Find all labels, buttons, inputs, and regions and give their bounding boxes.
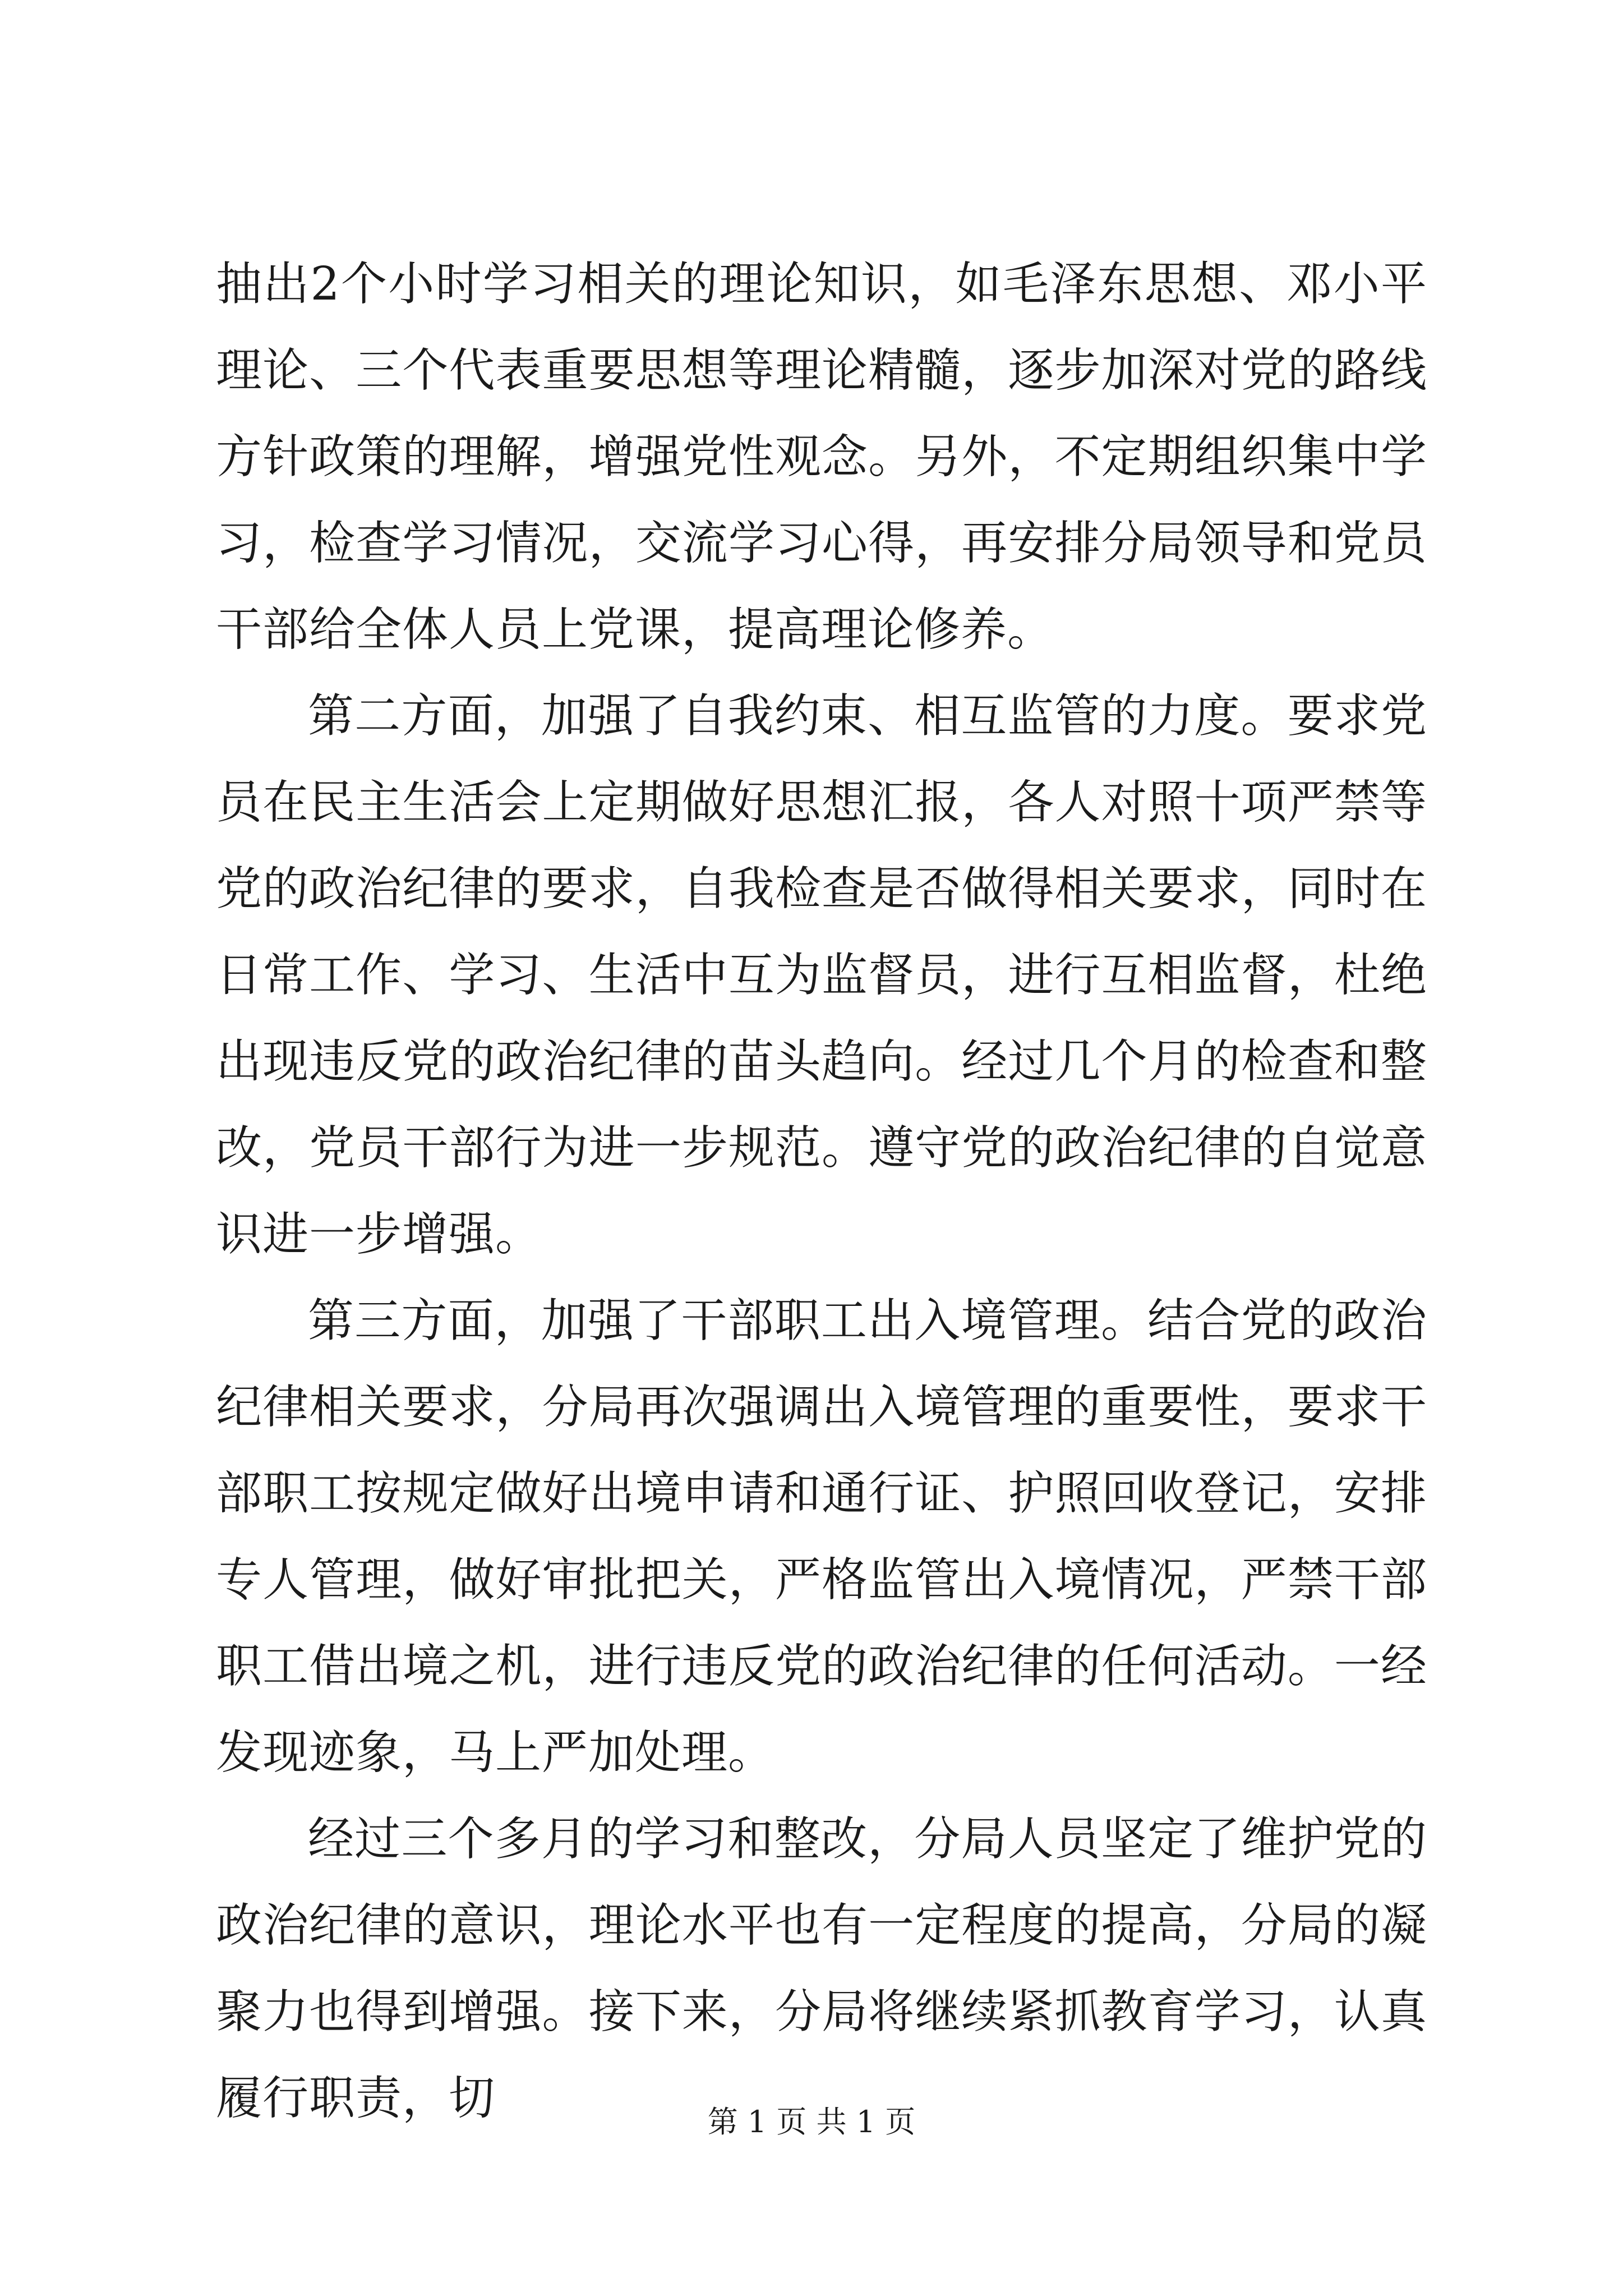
- paragraph-4: 经过三个多月的学习和整改，分局人员坚定了维护党的政治纪律的意识，理论水平也有一定程度的提高，分局的凝聚力也得到增强。接下来，分局将继续紧抓教育学习，认真履行职责，切: [216, 1812, 1427, 2125]
- paragraph-1: 抽出2个小时学习相关的理论知识，如毛泽东思想、邓小平理论、三个代表重要思想等理论精髓，逐步加深对党的路线方针政策的理解，增强党性观念。另外，不定期组织集中学习，检查学习情况，交流学习心得，再安排分局领导和党员干部给全体人员上党课，提高理论修养。: [216, 257, 1427, 656]
- paragraph-2: 第二方面，加强了自我约束、相互监管的力度。要求党员在民主生活会上定期做好思想汇报，各人对照十项严禁等党的政治纪律的要求，自我检查是否做得相关要求，同时在日常工作、学习、生活中互为监督员，进行互相监督，杜绝出现违反党的政治纪律的苗头趋向。经过几个月的检查和整改，党员干部行为进一步规范。遵守党的政治纪律的自觉意识进一步增强。: [216, 689, 1427, 1261]
- page-footer: 第 1 页 共 1 页: [707, 2104, 916, 2139]
- paragraph-3: 第三方面，加强了干部职工出入境管理。结合党的政治纪律相关要求，分局再次强调出入境管理的重要性，要求干部职工按规定做好出境申请和通行证、护照回收登记，安排专人管理，做好审批把关，严格监管出入境情况，严禁干部职工借出境之机，进行违反党的政治纪律的任何活动。一经发现迹象，马上严加处理。: [216, 1294, 1427, 1779]
- document-body: [216, 241, 1427, 2142]
